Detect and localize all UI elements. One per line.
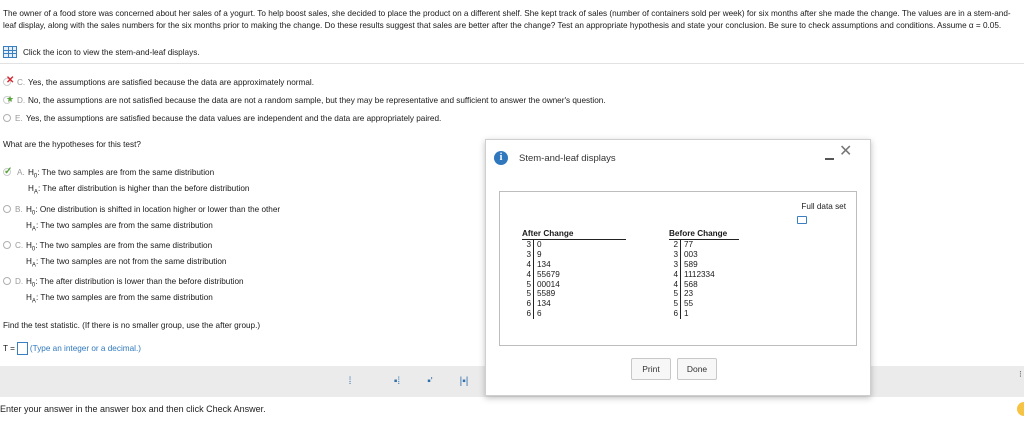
stem-leaf-row <box>522 240 626 250</box>
leaf-values: 55679 <box>537 269 560 279</box>
leaf-values: 6 <box>537 309 542 319</box>
h0-text: The after distribution is lower than the before distribution <box>39 277 244 286</box>
stem-leaf-row <box>669 240 739 250</box>
star-check-icon: ★ <box>3 95 15 106</box>
full-data-icon[interactable] <box>797 216 807 224</box>
stem-value: 4 <box>669 280 681 290</box>
option-text: No, the assumptions are not satisfied because the data are not a random sample, but they may be representative and sufficient to answer the owner's question. <box>28 96 606 105</box>
stem-value: 4 <box>669 270 681 280</box>
dialog-header <box>486 140 870 176</box>
stem-value: 3 <box>522 250 534 260</box>
option-text: Yes, the assumptions are satisfied because the data are approximately normal. <box>28 78 314 87</box>
stem-leaf-row <box>522 250 626 260</box>
print-button[interactable]: Print <box>631 358 671 380</box>
fraction-icon[interactable]: ⁞ <box>348 376 352 387</box>
leaf-values: 23 <box>684 289 694 299</box>
leaf-values: 5589 <box>537 289 556 299</box>
h0-text: The two samples are from the same distribution <box>41 168 215 177</box>
statistic-question: Find the test statistic. (If there is no smaller group, use the after group.) <box>3 321 261 330</box>
stem-leaf-row <box>522 260 626 270</box>
leaf-values: 003 <box>684 249 698 259</box>
stem-leaf-row <box>522 289 626 299</box>
leaf-values: 568 <box>684 279 698 289</box>
ha-text: The two samples are not from the same distribution <box>40 257 227 267</box>
stem-value: 4 <box>522 260 534 270</box>
view-displays-label: Click the icon to view the stem-and-leaf displays. <box>23 47 200 57</box>
stem-value: 5 <box>522 289 534 299</box>
leaf-values: 77 <box>684 239 694 249</box>
ha-text: The two samples are from the same distribution <box>40 293 213 303</box>
hypothesis-option-c[interactable]: C. $H_0$: The two samples are from the same distribution $H_A$: The two samples are not from the same distribution <box>3 240 226 272</box>
question-text: The owner of a food store was concerned about her sales of a yogurt. To help boost sales, she decided to place the product on a different shelf. She kept track of sales (number of containers sold per week) for six months after she made the change. The values are in a stem-and-leaf display, along with the sales numbers for the six months prior to making the change. Do these results suggest that sales are better after the change? Test an appropriate hypothesis and state your conclusion. Be sure to check assumptions and conditions. Assume α = 0.05. <box>3 9 1011 30</box>
stem-value: 6 <box>522 309 534 319</box>
info-icon: i <box>494 151 508 165</box>
stem-value: 5 <box>669 289 681 299</box>
stem-value: 5 <box>669 299 681 309</box>
leaf-values: 1112334 <box>684 269 715 279</box>
input-hint: (Type an integer or a decimal.) <box>29 343 141 353</box>
minimize-icon[interactable] <box>825 151 834 163</box>
option-text: Yes, the assumptions are satisfied because the data values are independent and the data are appropriately paired. <box>26 114 442 123</box>
radio-button[interactable] <box>3 114 11 122</box>
radio-button[interactable] <box>3 241 11 249</box>
leaf-values: 1 <box>684 309 689 319</box>
h0-text: One distribution is shifted in location higher or lower than the other <box>39 205 281 214</box>
wrong-icon: ✕ <box>3 77 15 88</box>
stem-value: 6 <box>522 299 534 309</box>
stem-leaf-row <box>669 299 739 309</box>
help-icon[interactable] <box>1017 402 1024 416</box>
absolute-value-icon[interactable]: |▪| <box>459 376 469 387</box>
stem-value: 3 <box>669 250 681 260</box>
stem-leaf-row <box>522 299 626 309</box>
after-change-header: After Change <box>522 229 626 240</box>
stem-leaf-row <box>669 289 739 299</box>
stem-leaf-row <box>522 309 626 319</box>
stem-value: 3 <box>522 240 534 250</box>
status-message: Enter your answer in the answer box and then click Check Answer. <box>0 404 266 414</box>
leaf-values: 55 <box>684 299 694 309</box>
leaf-values: 134 <box>537 259 551 269</box>
before-change-display <box>669 229 739 319</box>
statistic-row <box>3 342 141 355</box>
stem-value: 6 <box>669 309 681 319</box>
h0-text: The two samples are from the same distribution <box>39 241 213 250</box>
stem-leaf-row <box>669 250 739 260</box>
stem-leaf-row <box>522 270 626 280</box>
leaf-values: 589 <box>684 259 698 269</box>
exponent-icon[interactable]: ▪' <box>427 376 433 387</box>
assumption-option-c[interactable]: ✕ C. Yes, the assumptions are satisfied because the data are approximately normal. <box>3 77 314 89</box>
stem-leaf-row <box>669 280 739 290</box>
check-icon: ✓ <box>4 166 13 177</box>
leaf-values: 00014 <box>537 279 560 289</box>
stem-value: 5 <box>522 280 534 290</box>
ha-text: The after distribution is higher than the before distribution <box>42 184 250 194</box>
stem-leaf-dialog <box>485 139 871 396</box>
divider <box>0 63 1024 64</box>
leaf-values: 9 <box>537 249 542 259</box>
after-change-display <box>522 229 626 319</box>
stem-leaf-row <box>522 280 626 290</box>
dialog-title: Stem-and-leaf displays <box>519 153 616 164</box>
stem-value: 2 <box>669 240 681 250</box>
stem-leaf-row <box>669 260 739 270</box>
hypothesis-option-d[interactable]: D. $H_0$: The after distribution is lower than the before distribution $H_A$: The two samples are from the same distribution <box>3 276 244 308</box>
view-displays-row <box>3 46 200 58</box>
stem-value: 4 <box>522 270 534 280</box>
stem-value: 3 <box>669 260 681 270</box>
radio-button[interactable] <box>3 277 11 285</box>
close-icon[interactable]: ✕ <box>839 143 853 160</box>
leaf-values: 0 <box>537 239 542 249</box>
table-icon[interactable] <box>3 46 17 58</box>
displays-panel <box>499 191 857 346</box>
answer-input[interactable] <box>17 342 28 355</box>
hypothesis-option-a[interactable]: ✓ A. $H_0$: The two samples are from the same distribution $H_A$: The after distribution is higher than the before distribution <box>4 166 250 196</box>
toolbar-more-icon[interactable]: ⁝ <box>1019 369 1022 379</box>
hypotheses-question: What are the hypotheses for this test? <box>3 140 141 149</box>
done-button[interactable]: Done <box>677 358 717 380</box>
stem-leaf-row <box>669 309 739 319</box>
hypothesis-option-b[interactable]: B. $H_0$: One distribution is shifted in location higher or lower than the other $H_A$: The two samples are from the same distribution <box>3 204 280 236</box>
assumption-option-e[interactable]: E. Yes, the assumptions are satisfied because the data values are independent and the data are appropriately paired. <box>3 113 441 125</box>
full-data-set-label: Full data set <box>801 202 846 211</box>
mixed-number-icon[interactable]: ▪⁞ <box>393 376 401 387</box>
before-change-header: Before Change <box>669 229 739 240</box>
stem-leaf-row <box>669 270 739 280</box>
assumption-option-d[interactable]: ★ D. No, the assumptions are not satisfied because the data are not a random sample, but they may be representative and sufficient to answer the owner's question. <box>3 95 606 107</box>
ha-text: The two samples are from the same distribution <box>40 221 213 231</box>
statistic-label: T = <box>3 343 15 353</box>
leaf-values: 134 <box>537 299 551 309</box>
radio-button[interactable] <box>3 205 11 213</box>
